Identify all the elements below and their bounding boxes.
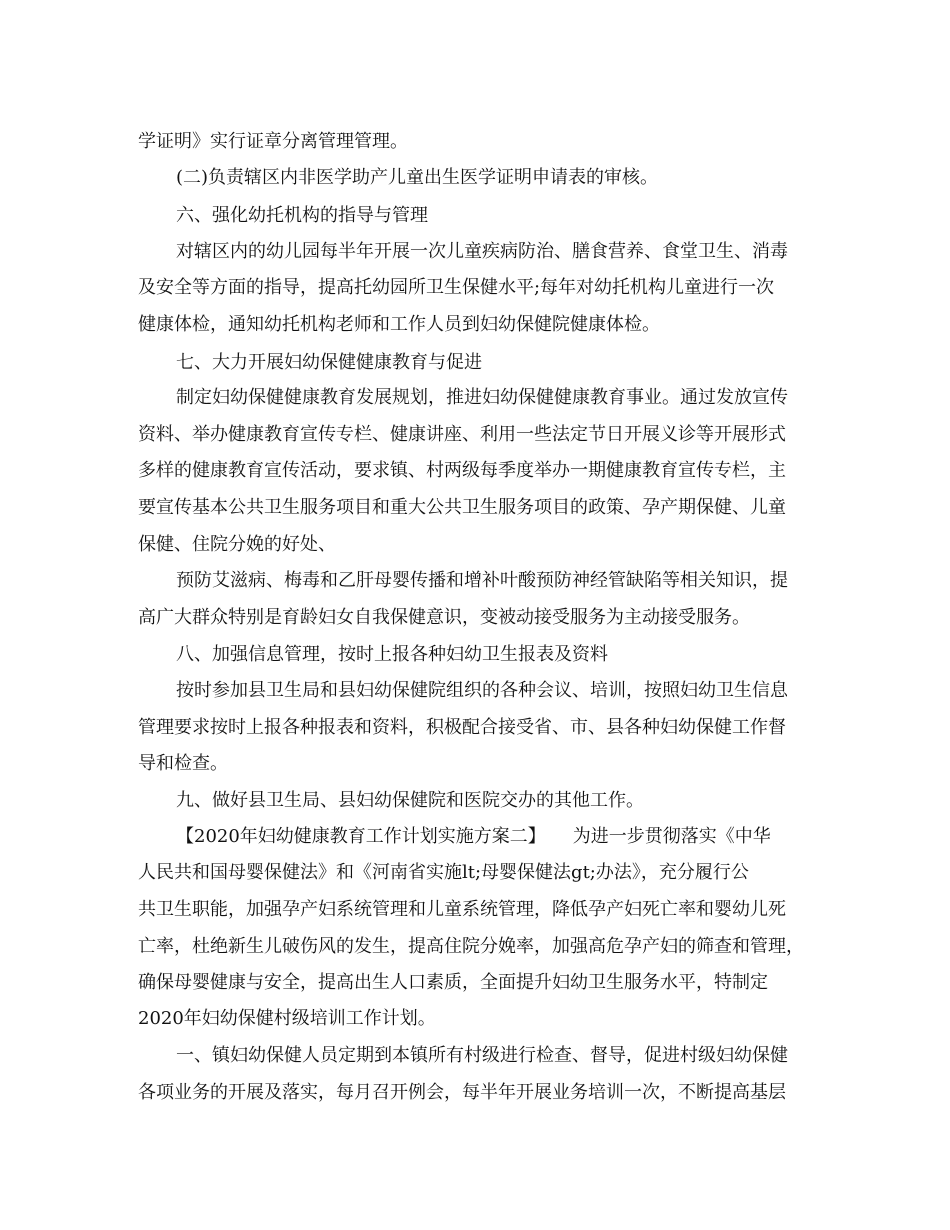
text-line: 导和检查。: [138, 753, 228, 774]
text-line: 资料、举办健康教育宣传专栏、健康讲座、利用一些法定节日开展义诊等开展形式: [138, 424, 786, 445]
section-heading: 七、大力开展妇幼保健健康教育与促进: [176, 352, 482, 373]
text-line: 健康体检，通知幼托机构老师和工作人员到妇幼保健院健康体检。: [138, 314, 660, 335]
text-line: 人民共和国母婴保健法》和《河南省实施lt;母婴保健法gt;办法》，充分履行公: [138, 862, 749, 883]
text-line: 要宣传基本公共卫生服务项目和重大公共卫生服务项目的政策、孕产期保健、儿童: [138, 497, 786, 518]
text-line: 对辖区内的幼儿园每半年开展一次儿童疾病防治、膳食营养、食堂卫生、消毒: [176, 241, 788, 262]
text-line: 【2020年妇幼健康教育工作计划实施方案二】 为进一步贯彻落实《中华: [176, 826, 771, 847]
section-heading: 九、做好县卫生局、县妇幼保健院和医院交办的其他工作。: [176, 790, 644, 811]
text-line: 各项业务的开展及落实，每月召开例会，每半年开展业务培训一次，不断提高基层: [138, 1082, 786, 1103]
text-line: 2020年妇幼保健村级培训工作计划。: [138, 1008, 436, 1029]
section-heading: 六、强化幼托机构的指导与管理: [176, 205, 428, 226]
text-line: 亡率，杜绝新生儿破伤风的发生，提高住院分娩率，加强高危孕产妇的筛查和管理，: [138, 936, 804, 957]
text-line: 学证明》实行证章分离管理管理。: [138, 131, 408, 152]
text-line: 管理要求按时上报各种报表和资料，积极配合接受省、市、县各种妇幼保健工作督: [138, 717, 786, 738]
text-line: 按时参加县卫生局和县妇幼保健院组织的各种会议、培训，按照妇幼卫生信息: [176, 680, 788, 701]
text-line: 预防艾滋病、梅毒和乙肝母婴传播和增补叶酸预防神经管缺陷等相关知识，提: [176, 570, 788, 591]
text-line: 及安全等方面的指导，提高托幼园所卫生保健水平;每年对幼托机构儿童进行一次: [138, 277, 775, 298]
section-heading: 八、加强信息管理，按时上报各种妇幼卫生报表及资料: [176, 644, 608, 665]
text-line: 高广大群众特别是育龄妇女自我保健意识，变被动接受服务为主动接受服务。: [138, 607, 750, 628]
text-line: 保健、住院分娩的好处、: [138, 534, 336, 555]
text-line: (二)负责辖区内非医学助产儿童出生医学证明申请表的审核。: [176, 167, 659, 188]
text-line: 共卫生职能，加强孕产妇系统管理和儿童系统管理，降低孕产妇死亡率和婴幼儿死: [138, 899, 786, 920]
text-line: 多样的健康教育宣传活动，要求镇、村两级每季度举办一期健康教育宣传专栏，主: [138, 460, 786, 481]
text-line: 确保母婴健康与安全，提高出生人口素质，全面提升妇幼卫生服务水平，特制定: [138, 972, 768, 993]
section-heading: 一、镇妇幼保健人员定期到本镇所有村级进行检查、督导，促进村级妇幼保健: [176, 1045, 788, 1066]
text-line: 制定妇幼保健健康教育发展规划，推进妇幼保健健康教育事业。通过发放宣传: [176, 387, 788, 408]
